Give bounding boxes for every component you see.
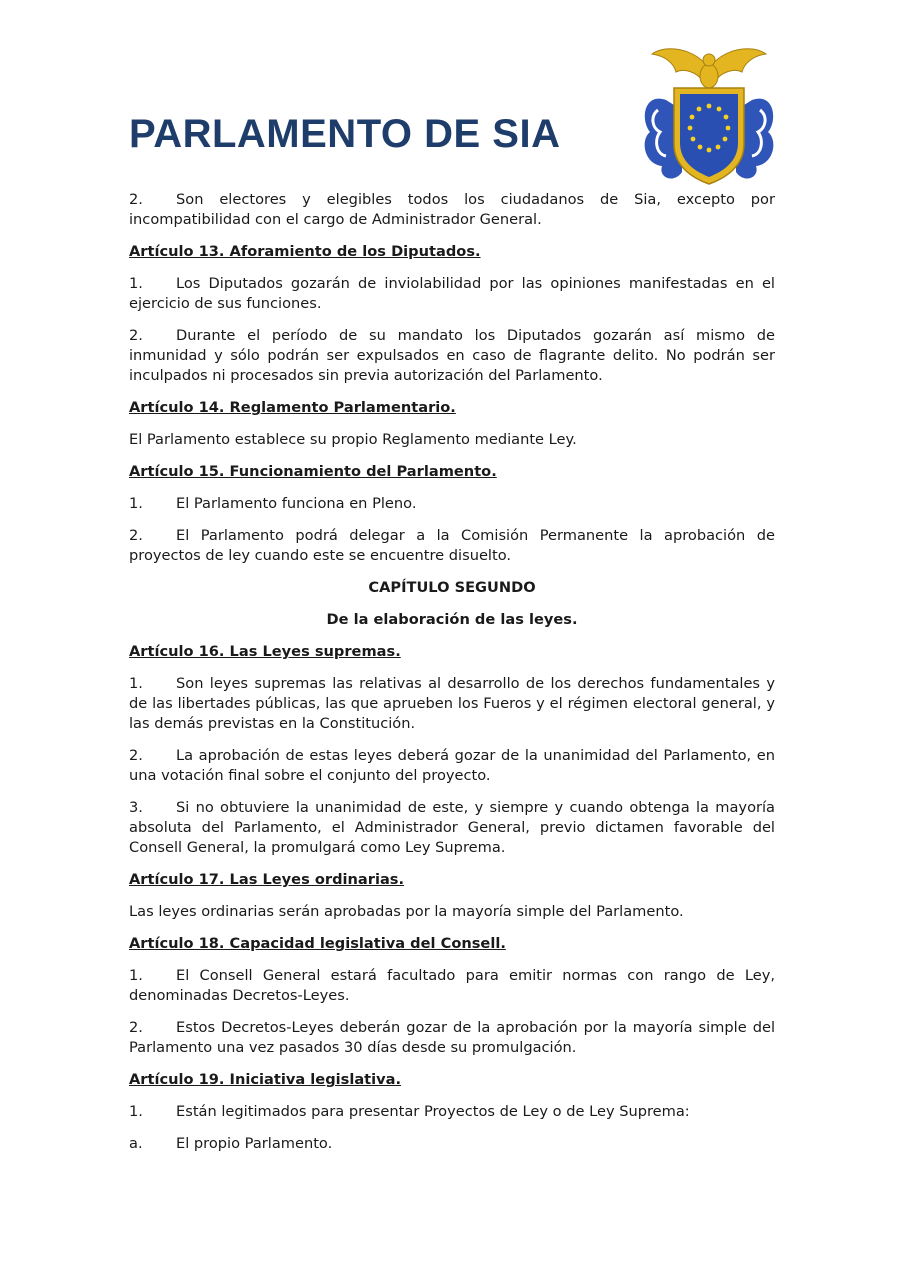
article-19-heading: Artículo 19. Iniciativa legislativa. [129,1071,402,1088]
paragraph [129,1102,775,1122]
document-body [129,190,775,1166]
article-17-heading: Artículo 17. Las Leyes ordinarias. [129,871,405,888]
paragraph-number: 3. [129,799,143,816]
paragraph-number: 2. [129,747,143,764]
paragraph-text: Son leyes supremas las relativas al desarrollo de los derechos fundamentales y de las libertades públicas, las que aprueben los Fueros y el régimen electoral general, y las demás previstas en la Constitución. [129,675,775,732]
paragraph-text: Las leyes ordinarias serán aprobadas por la mayoría simple del Parlamento. [129,903,684,920]
paragraph-number: 1. [129,1103,143,1120]
paragraph [129,526,775,566]
document-title: PARLAMENTO DE SIA [129,112,561,156]
paragraph [129,190,775,230]
paragraph [129,1134,775,1154]
article-13-heading: Artículo 13. Aforamiento de los Diputados. [129,243,481,260]
paragraph [129,674,775,734]
article-14-heading: Artículo 14. Reglamento Parlamentario. [129,399,456,416]
chapter-title: CAPÍTULO SEGUNDO [368,579,536,596]
paragraph-text: El Parlamento podrá delegar a la Comisión Permanente la aprobación de proyectos de ley cuando este se encuentre disuelto. [129,527,775,564]
paragraph-number: 2. [129,191,143,208]
paragraph-number: a. [129,1135,143,1152]
paragraph [129,798,775,858]
paragraph-text: Están legitimados para presentar Proyectos de Ley o de Ley Suprema: [176,1103,690,1120]
coat-of-arms-icon [636,40,782,186]
paragraph-text: El Parlamento establece su propio Reglamento mediante Ley. [129,431,577,448]
paragraph-number: 1. [129,675,143,692]
paragraph-number: 2. [129,1019,143,1036]
paragraph-text: Durante el período de su mandato los Diputados gozarán así mismo de inmunidad y sólo podrán ser expulsados en caso de flagrante delito. No podrán ser inculpados ni procesados sin previa autorización del Parlamento. [129,327,775,384]
paragraph-number: 1. [129,967,143,984]
paragraph [129,1018,775,1058]
paragraph-number: 2. [129,527,143,544]
paragraph [129,274,775,314]
article-15-heading: Artículo 15. Funcionamiento del Parlamento. [129,463,497,480]
chapter-subtitle: De la elaboración de las leyes. [326,611,578,628]
paragraph-number: 1. [129,275,143,292]
paragraph-text: Los Diputados gozarán de inviolabilidad por las opiniones manifestadas en el ejercicio de sus funciones. [129,275,775,312]
paragraph-text: El propio Parlamento. [176,1135,333,1152]
paragraph-number: 1. [129,495,143,512]
paragraph [129,966,775,1006]
article-16-heading: Artículo 16. Las Leyes supremas. [129,643,401,660]
paragraph-text: El Parlamento funciona en Pleno. [176,495,417,512]
paragraph-text: Si no obtuviere la unanimidad de este, y siempre y cuando obtenga la mayoría absoluta del Parlamento, el Administrador General, previo dictamen favorable del Consell General, la promulgará como Ley Suprema. [129,799,775,856]
paragraph [129,494,775,514]
paragraph-text: Son electores y elegibles todos los ciudadanos de Sia, excepto por incompatibilidad con el cargo de Administrador General. [129,191,775,228]
paragraph [129,326,775,386]
article-18-heading: Artículo 18. Capacidad legislativa del Consell. [129,935,506,952]
paragraph-text: El Consell General estará facultado para emitir normas con rango de Ley, denominadas Decretos-Leyes. [129,967,775,1004]
paragraph-text: La aprobación de estas leyes deberá gozar de la unanimidad del Parlamento, en una votación final sobre el conjunto del proyecto. [129,747,775,784]
paragraph [129,746,775,786]
paragraph-text: Estos Decretos-Leyes deberán gozar de la aprobación por la mayoría simple del Parlamento una vez pasados 30 días desde su promulgación. [129,1019,775,1056]
paragraph-number: 2. [129,327,143,344]
